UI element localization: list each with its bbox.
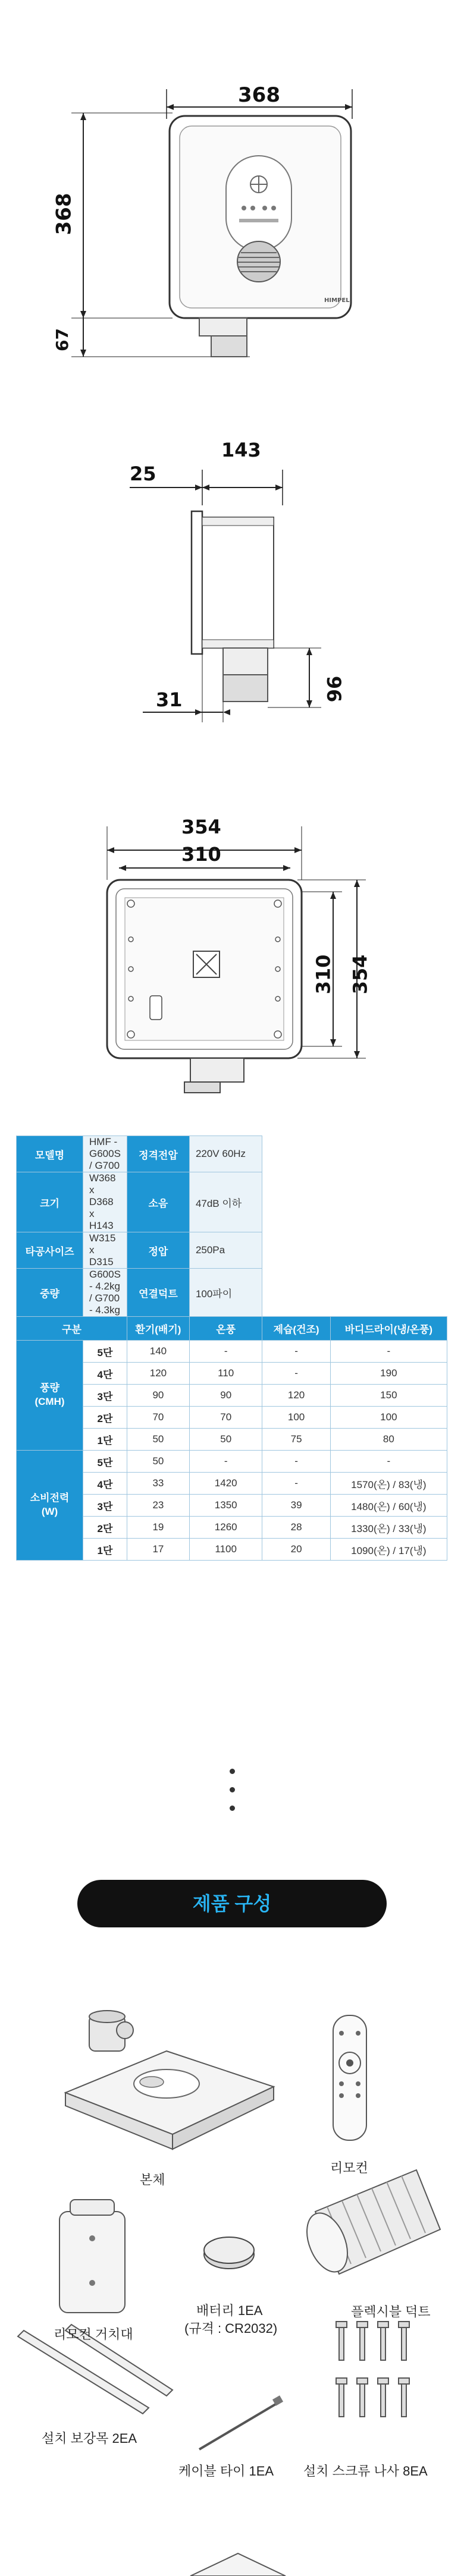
spec-stage-cell: 1단 bbox=[83, 1429, 127, 1451]
spec-value-cell: 100 bbox=[262, 1407, 330, 1429]
caption-tie: 케이블 타이 1EA bbox=[178, 2464, 274, 2479]
bottom-partial-illustration bbox=[190, 2553, 286, 2576]
spec-stage-cell: 5단 bbox=[83, 1451, 127, 1473]
spec-value-cell: - bbox=[262, 1451, 330, 1473]
screws-illustration bbox=[336, 2322, 409, 2417]
front-height-dim: 368 bbox=[52, 193, 76, 235]
group-label-unit: (W) bbox=[41, 1506, 58, 1517]
spec-value: W368 x D368 x H143 bbox=[83, 1172, 127, 1232]
dot bbox=[230, 1787, 235, 1792]
spec-value-cell: 1090(온) / 17(냉) bbox=[330, 1539, 447, 1561]
caption-bar: 설치 보강목 2EA bbox=[42, 2431, 137, 2446]
spec-value-cell: 120 bbox=[127, 1363, 189, 1385]
caption-remote: 리모컨 bbox=[330, 2160, 368, 2175]
side-top-right-dim: 143 bbox=[221, 439, 261, 461]
spec-row bbox=[17, 1172, 447, 1232]
spec-value: HMF - G600S / G700 bbox=[83, 1136, 127, 1172]
spec-label: 정격전압 bbox=[127, 1136, 189, 1172]
components-title: 제품 구성 bbox=[77, 1880, 387, 1927]
spec-table bbox=[16, 1136, 447, 1561]
spec-row bbox=[17, 1136, 447, 1172]
spec-value-cell: 1330(온) / 33(냉) bbox=[330, 1517, 447, 1539]
spec-value-cell: - bbox=[189, 1451, 262, 1473]
spec-value-cell: 190 bbox=[330, 1363, 447, 1385]
spec-label: 모델명 bbox=[17, 1136, 83, 1172]
spec-value-cell: 50 bbox=[127, 1429, 189, 1451]
spec-value: 47dB 이하 bbox=[189, 1172, 262, 1232]
spec-value-cell: 1420 bbox=[189, 1473, 262, 1495]
spec-header-cell: 구분 bbox=[17, 1317, 127, 1341]
remote-illustration bbox=[333, 2015, 366, 2140]
dot bbox=[230, 1806, 235, 1811]
top-view-drawing bbox=[0, 761, 464, 1094]
spec-value-cell: 100 bbox=[330, 1407, 447, 1429]
spec-header-cell: 바디드라이(냉/온풍) bbox=[330, 1317, 447, 1341]
spec-value-cell: 90 bbox=[127, 1385, 189, 1407]
spec-value-cell: - bbox=[330, 1451, 447, 1473]
spec-label: 크기 bbox=[17, 1172, 83, 1232]
spec-value-cell: 70 bbox=[189, 1407, 262, 1429]
spec-value-cell: 120 bbox=[262, 1385, 330, 1407]
spec-value-cell: 17 bbox=[127, 1539, 189, 1561]
spec-header-row bbox=[17, 1317, 447, 1341]
spec-stage-cell: 5단 bbox=[83, 1341, 127, 1363]
spec-value-cell: 140 bbox=[127, 1341, 189, 1363]
spec-header-cell: 환기(배기) bbox=[127, 1317, 189, 1341]
spec-stage-cell: 2단 bbox=[83, 1517, 127, 1539]
spec-airflow-group-label bbox=[17, 1341, 83, 1451]
group-label-unit: (CMH) bbox=[35, 1396, 65, 1407]
spec-value-cell: 150 bbox=[330, 1385, 447, 1407]
spec-value-cell: 1350 bbox=[189, 1495, 262, 1517]
spec-row bbox=[17, 1232, 447, 1269]
spec-value: G600S - 4.2kg / G700 - 4.3kg bbox=[83, 1269, 127, 1317]
caption-screw: 설치 스크류 나사 8EA bbox=[303, 2464, 428, 2479]
spec-stage-cell: 4단 bbox=[83, 1473, 127, 1495]
caption-holder: 리모컨 거치대 bbox=[54, 2327, 133, 2342]
spec-value-cell: 50 bbox=[127, 1451, 189, 1473]
top-outer-height-dim: 354 bbox=[349, 954, 372, 995]
spec-stage-cell: 1단 bbox=[83, 1539, 127, 1561]
group-label-line: 소비전력 bbox=[30, 1492, 70, 1504]
cable-tie-illustration bbox=[199, 2395, 283, 2449]
spec-value-cell: - bbox=[189, 1341, 262, 1363]
spec-row bbox=[17, 1269, 447, 1317]
spec-value-cell: 80 bbox=[330, 1429, 447, 1451]
spec-value: 100파이 bbox=[189, 1269, 262, 1317]
caption-body: 본체 bbox=[140, 2172, 165, 2187]
spec-header-cell: 제습(건조) bbox=[262, 1317, 330, 1341]
spec-value-cell: 90 bbox=[189, 1385, 262, 1407]
spec-stage-cell: 4단 bbox=[83, 1363, 127, 1385]
remote-holder-illustration bbox=[59, 2200, 125, 2313]
battery-illustration bbox=[204, 2237, 254, 2269]
spec-value-cell: 23 bbox=[127, 1495, 189, 1517]
side-right-dim: 96 bbox=[323, 675, 346, 703]
caption-battery-2: (규격 : CR2032) bbox=[184, 2321, 278, 2336]
spec-label: 연결덕트 bbox=[127, 1269, 189, 1317]
spec-value-cell: 33 bbox=[127, 1473, 189, 1495]
spec-value-cell: 19 bbox=[127, 1517, 189, 1539]
spec-value-cell: - bbox=[262, 1473, 330, 1495]
spec-label: 중량 bbox=[17, 1269, 83, 1317]
caption-battery-1: 배터리 1EA bbox=[196, 2303, 263, 2318]
spec-value-cell: 50 bbox=[189, 1429, 262, 1451]
side-bottom-left-dim: 31 bbox=[156, 688, 183, 711]
spec-value-cell: 1100 bbox=[189, 1539, 262, 1561]
spec-value-cell: 20 bbox=[262, 1539, 330, 1561]
spec-value: W315 x D315 bbox=[83, 1232, 127, 1269]
spec-stage-cell: 3단 bbox=[83, 1495, 127, 1517]
spec-stage-cell: 3단 bbox=[83, 1385, 127, 1407]
spec-value-cell: 70 bbox=[127, 1407, 189, 1429]
spec-airflow-row bbox=[17, 1341, 447, 1363]
spec-label: 소음 bbox=[127, 1172, 189, 1232]
dot bbox=[230, 1769, 235, 1774]
spec-power-group-label bbox=[17, 1451, 83, 1561]
spec-value-cell: - bbox=[262, 1341, 330, 1363]
spec-value-cell: 1480(온) / 60(냉) bbox=[330, 1495, 447, 1517]
spec-value-cell: 39 bbox=[262, 1495, 330, 1517]
spec-value-cell: 28 bbox=[262, 1517, 330, 1539]
spec-value-cell: - bbox=[262, 1363, 330, 1385]
front-duct-dim: 67 bbox=[52, 328, 72, 351]
separator-dots bbox=[221, 1769, 243, 1824]
spec-stage-cell: 2단 bbox=[83, 1407, 127, 1429]
body-illustration bbox=[65, 2011, 274, 2149]
spec-power-row bbox=[17, 1451, 447, 1473]
spec-value-cell: 110 bbox=[189, 1363, 262, 1385]
flexible-duct-illustration bbox=[299, 2170, 440, 2278]
side-top-left-dim: 25 bbox=[130, 463, 156, 485]
spec-value: 250Pa bbox=[189, 1232, 262, 1269]
spec-header-cell: 온풍 bbox=[189, 1317, 262, 1341]
brand-logo: HIMPEL bbox=[324, 297, 350, 304]
caption-duct: 플렉시블 덕트 bbox=[351, 2304, 431, 2319]
side-view-drawing bbox=[0, 428, 464, 761]
top-inner-height-dim: 310 bbox=[312, 954, 335, 995]
front-width-dim: 368 bbox=[238, 83, 280, 107]
spec-value: 220V 60Hz bbox=[189, 1136, 262, 1172]
top-inner-width-dim: 310 bbox=[181, 843, 221, 866]
spec-label: 타공사이즈 bbox=[17, 1232, 83, 1269]
spec-value-cell: 1260 bbox=[189, 1517, 262, 1539]
spec-label: 정압 bbox=[127, 1232, 189, 1269]
spec-value-cell: - bbox=[330, 1341, 447, 1363]
group-label-line: 풍량 bbox=[40, 1382, 59, 1394]
spec-value-cell: 75 bbox=[262, 1429, 330, 1451]
top-outer-width-dim: 354 bbox=[181, 816, 221, 838]
spec-value-cell: 1570(온) / 83(냉) bbox=[330, 1473, 447, 1495]
components-illustration bbox=[0, 1950, 464, 2576]
